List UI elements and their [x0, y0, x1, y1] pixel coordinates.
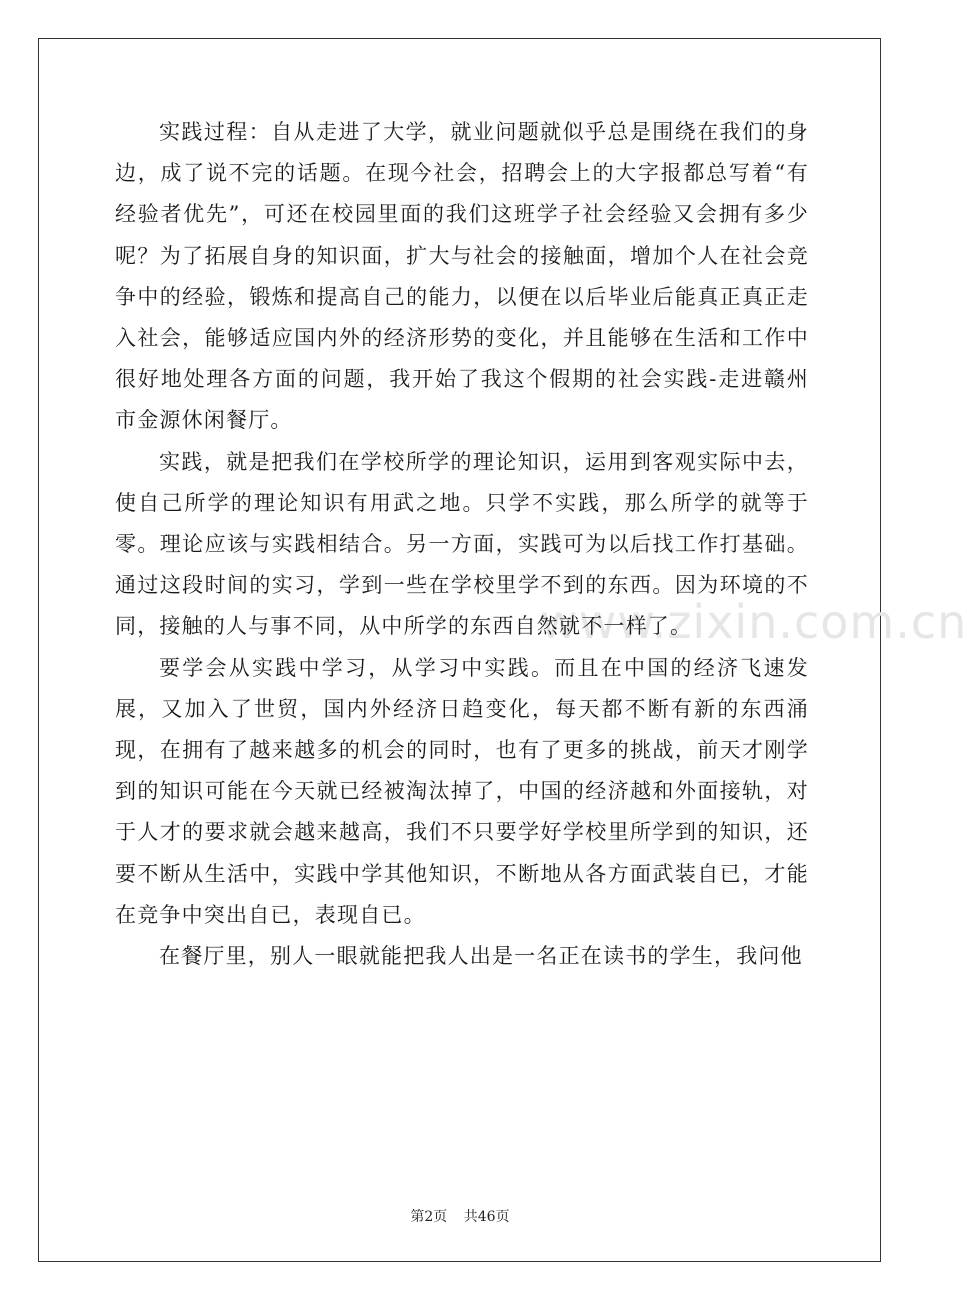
paragraph-4: 在餐厅里，别人一眼就能把我人出是一名正在读书的学生，我问他	[159, 944, 803, 969]
paragraph-1: 实践过程：自从走进了大学，就业问题就似乎总是围绕在我们的身边，成了说不完的话题。在现今社会，招聘会上的大字报都总写着“有经验者优先”，可还在校园里面的我们这班学子社会经验又会拥有多少呢？为了拓展自身的知识面，扩大与社会的接触面，增加个人在社会竞争中的经验，锻炼和提高自己的能力，以便在以后毕业后能真正真正走入社会，能够适应国内外的经济形势的变化，并且能够在生活和工作中很好地处理各方面的问题，我开始了我这个假期的社会实践-走进赣州市金源休闲餐厅。	[115, 120, 809, 433]
page-footer	[0, 1206, 920, 1226]
paragraph-2: 实践，就是把我们在学校所学的理论知识，运用到客观实际中去，使自己所学的理论知识有用武之地。只学不实践，那么所学的就等于零。理论应该与实践相结合。另一方面，实践可为以后找工作打基础。通过这段时间的实习，学到一些在学校里学不到的东西。因为环境的不同，接触的人与事不同，从中所学的东西自然就不一样了。	[115, 449, 809, 639]
total-page-count: 共46页	[463, 1209, 510, 1225]
paragraph-3: 要学会从实践中学习，从学习中实践。而且在中国的经济飞速发展，又加入了世贸，国内外经济日趋变化，每天都不断有新的东西涌现，在拥有了越来越多的机会的同时，也有了更多的挑战，前天才刚学到的知识可能在今天就已经被淘汰掉了，中国的经济越和外面接轨，对于人才的要求就会越来越高，我们不只要学好学校里所学到的知识，还要不断从生活中，实践中学其他知识，不断地从各方面武装自已，才能在竞争中突出自已，表现自已。	[115, 655, 809, 927]
document-body	[115, 112, 809, 977]
watermark: www.zixin.com.cn	[540, 595, 967, 649]
current-page-number: 第2页	[410, 1209, 448, 1225]
